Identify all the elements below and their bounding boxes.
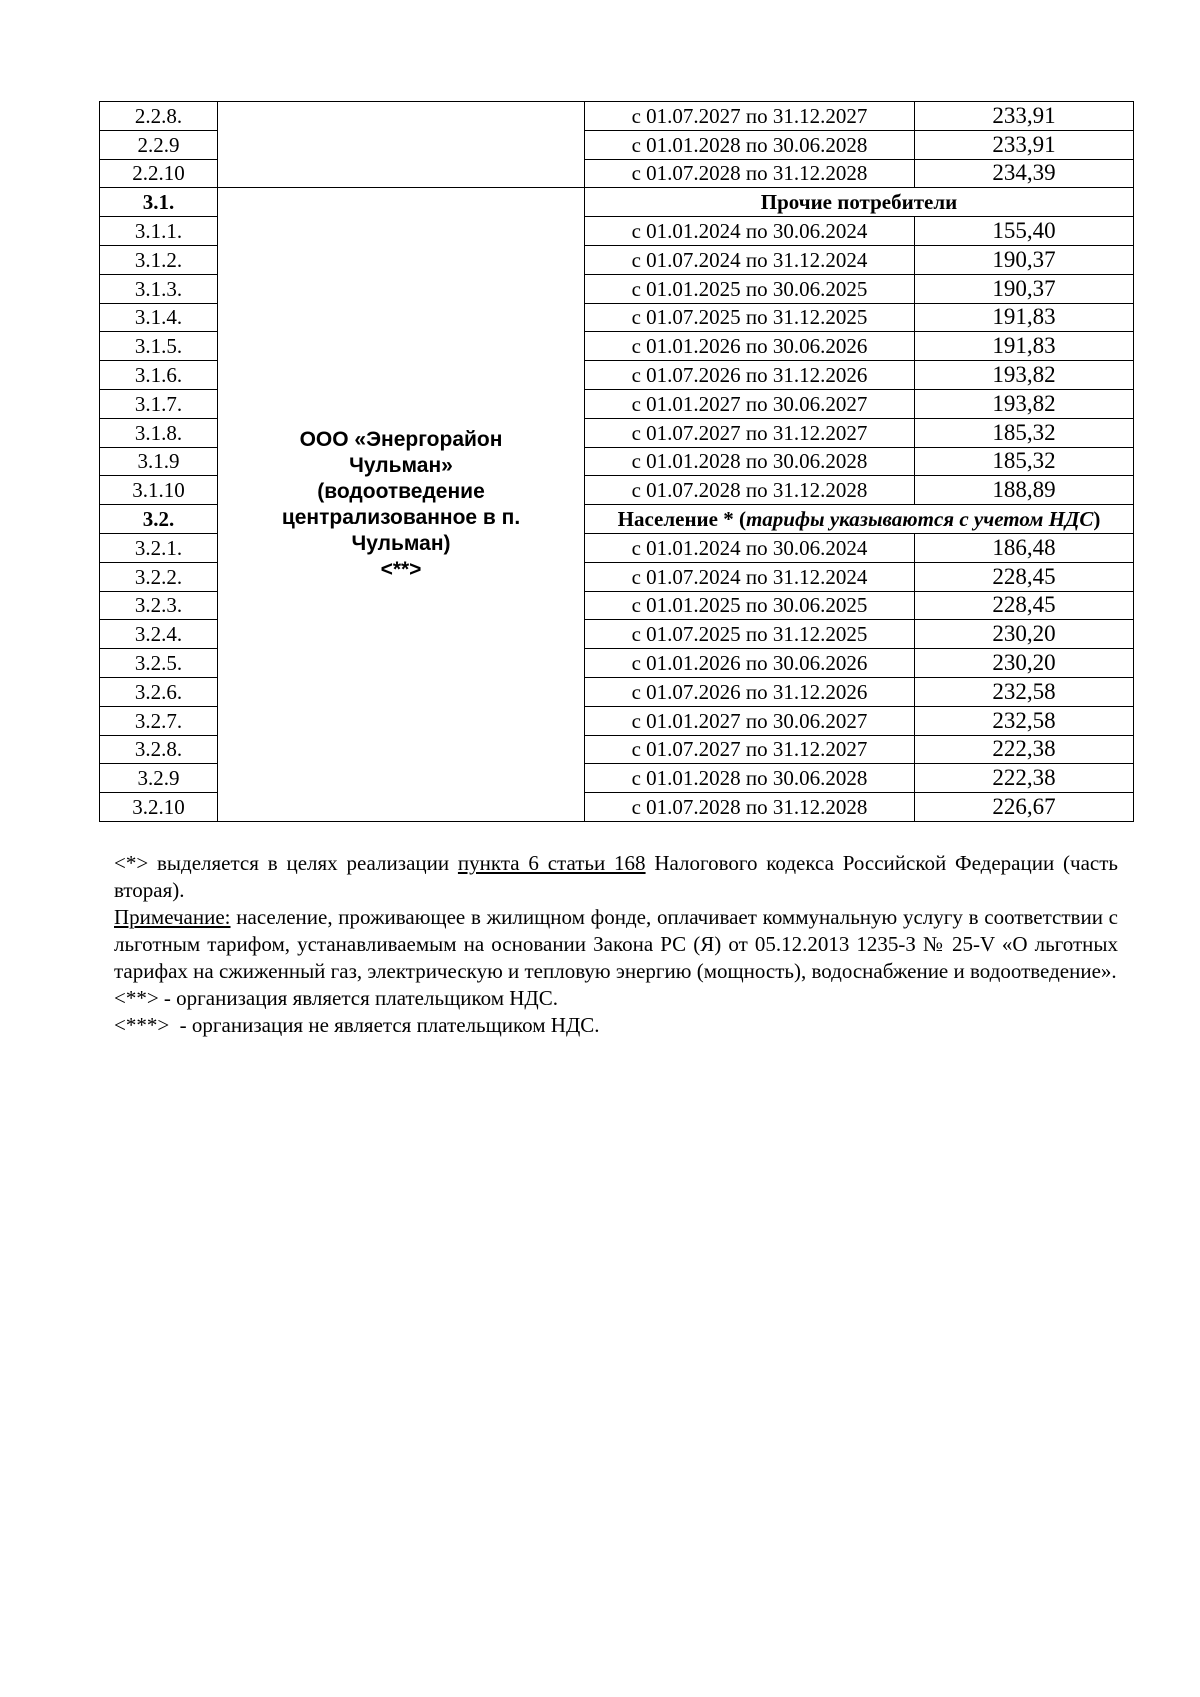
period-cell: с 01.07.2027 по 31.12.2027 <box>585 102 915 131</box>
tariff-value: 191,83 <box>915 303 1134 332</box>
tariff-value: 228,45 <box>915 562 1134 591</box>
period-cell: с 01.07.2024 по 31.12.2024 <box>585 562 915 591</box>
tariff-value: 233,91 <box>915 130 1134 159</box>
tariff-value: 230,20 <box>915 620 1134 649</box>
row-number: 3.1.5. <box>100 332 218 361</box>
period-cell: с 01.07.2026 по 31.12.2026 <box>585 361 915 390</box>
row-number: 3.1.8. <box>100 418 218 447</box>
row-number: 3.2.3. <box>100 591 218 620</box>
tariff-value: 191,83 <box>915 332 1134 361</box>
period-cell: с 01.01.2027 по 30.06.2027 <box>585 706 915 735</box>
row-number: 3.1.9 <box>100 447 218 476</box>
org-line5: Чульман) <box>351 531 451 555</box>
table-row <box>100 102 1134 131</box>
row-number: 3.1.2. <box>100 245 218 274</box>
row-number: 3.2.10 <box>100 793 218 822</box>
organization-name <box>218 427 584 583</box>
section-header-row <box>100 188 1134 217</box>
period-cell: с 01.07.2026 по 31.12.2026 <box>585 677 915 706</box>
period-cell: с 01.01.2024 по 30.06.2024 <box>585 217 915 246</box>
period-cell: с 01.07.2027 по 31.12.2027 <box>585 418 915 447</box>
period-cell: с 01.07.2027 по 31.12.2027 <box>585 735 915 764</box>
tariff-table <box>99 101 1134 822</box>
tariff-value: 230,20 <box>915 649 1134 678</box>
tariff-value: 226,67 <box>915 793 1134 822</box>
organization-cell <box>218 188 585 822</box>
period-cell: с 01.01.2028 по 30.06.2028 <box>585 447 915 476</box>
tariff-value: 188,89 <box>915 476 1134 505</box>
row-number: 3.1.10 <box>100 476 218 505</box>
tariff-value: 185,32 <box>915 418 1134 447</box>
org-line2: Чульман» <box>349 453 453 477</box>
tariff-value: 186,48 <box>915 533 1134 562</box>
footnotes <box>114 850 1118 1039</box>
row-number: 3.1.4. <box>100 303 218 332</box>
org-line1: ООО «Энергорайон <box>299 427 503 451</box>
footnote-vat-payer: <**> - организация является плательщиком НДС. <box>114 986 558 1010</box>
row-number: 3.2.9 <box>100 764 218 793</box>
row-number: 2.2.9 <box>100 130 218 159</box>
population-vat-note: тарифы указываются с учетом НДС <box>745 507 1094 532</box>
row-number: 3.2.4. <box>100 620 218 649</box>
period-cell: с 01.07.2028 по 31.12.2028 <box>585 793 915 822</box>
row-number: 3.1.6. <box>100 361 218 390</box>
row-number: 3.2.1. <box>100 533 218 562</box>
period-cell: с 01.01.2027 по 30.06.2027 <box>585 389 915 418</box>
period-cell: с 01.01.2024 по 30.06.2024 <box>585 533 915 562</box>
tariff-value: 190,37 <box>915 245 1134 274</box>
footnote-non-vat-payer: <***> - организация не является плательщиком НДС. <box>114 1013 600 1037</box>
period-cell: с 01.01.2026 по 30.06.2026 <box>585 649 915 678</box>
row-number: 3.2.6. <box>100 677 218 706</box>
tariff-value: 185,32 <box>915 447 1134 476</box>
tariff-value: 233,91 <box>915 102 1134 131</box>
period-cell: с 01.01.2028 по 30.06.2028 <box>585 130 915 159</box>
period-cell: с 01.01.2025 по 30.06.2025 <box>585 274 915 303</box>
row-number: 2.2.10 <box>100 159 218 188</box>
tariff-value: 193,82 <box>915 389 1134 418</box>
org-line3: (водоотведение <box>317 479 485 503</box>
tariff-value: 222,38 <box>915 764 1134 793</box>
section-number: 3.1. <box>100 188 218 217</box>
tariff-value: 190,37 <box>915 274 1134 303</box>
period-cell: с 01.07.2028 по 31.12.2028 <box>585 476 915 505</box>
population-title: Население * ( <box>617 507 746 532</box>
row-number: 2.2.8. <box>100 102 218 131</box>
row-number: 3.1.1. <box>100 217 218 246</box>
period-cell: с 01.07.2025 по 31.12.2025 <box>585 303 915 332</box>
row-number: 3.2.8. <box>100 735 218 764</box>
tariff-value: 222,38 <box>915 735 1134 764</box>
org-cell-continued <box>218 102 585 188</box>
tax-code-link[interactable]: пункта 6 статьи 168 <box>457 851 646 875</box>
row-number: 3.1.3. <box>100 274 218 303</box>
section-number: 3.2. <box>100 505 218 534</box>
row-number: 3.2.7. <box>100 706 218 735</box>
section-title-population <box>585 505 1134 534</box>
period-cell: с 01.07.2025 по 31.12.2025 <box>585 620 915 649</box>
period-cell: с 01.07.2028 по 31.12.2028 <box>585 159 915 188</box>
row-number: 3.2.2. <box>100 562 218 591</box>
org-line4: централизованное в п. <box>281 505 521 529</box>
org-mark: <**> <box>380 557 422 581</box>
tariff-value: 232,58 <box>915 706 1134 735</box>
tariff-value: 234,39 <box>915 159 1134 188</box>
footnote-note: Примечание: население, проживающее в жилищном фонде, оплачивает коммунальную услугу в соответствии с льготным тарифом, устанавливаемым на основании Закона РС (Я) от 05.12.2013 1235-З № 25-V «О льготных тарифах на сжиженный газ, электрическую и тепловую энергию (мощность), водоснабжение и водоотведение». <box>114 905 1118 983</box>
period-cell: с 01.01.2026 по 30.06.2026 <box>585 332 915 361</box>
note-label: Примечание: <box>114 905 231 929</box>
period-cell: с 01.01.2028 по 30.06.2028 <box>585 764 915 793</box>
tariff-value: 228,45 <box>915 591 1134 620</box>
row-number: 3.1.7. <box>100 389 218 418</box>
population-title-end: ) <box>1093 507 1101 532</box>
tariff-value: 232,58 <box>915 677 1134 706</box>
period-cell: с 01.07.2024 по 31.12.2024 <box>585 245 915 274</box>
footnote-vat-allocation: <*> выделяется в целях реализации пункта 6 статьи 168 Налогового кодекса Российской Федерации (часть вторая). <box>114 851 1118 902</box>
row-number: 3.2.5. <box>100 649 218 678</box>
tariff-value: 193,82 <box>915 361 1134 390</box>
tariff-value: 155,40 <box>915 217 1134 246</box>
period-cell: с 01.01.2025 по 30.06.2025 <box>585 591 915 620</box>
section-title-other-consumers: Прочие потребители <box>585 188 1134 217</box>
